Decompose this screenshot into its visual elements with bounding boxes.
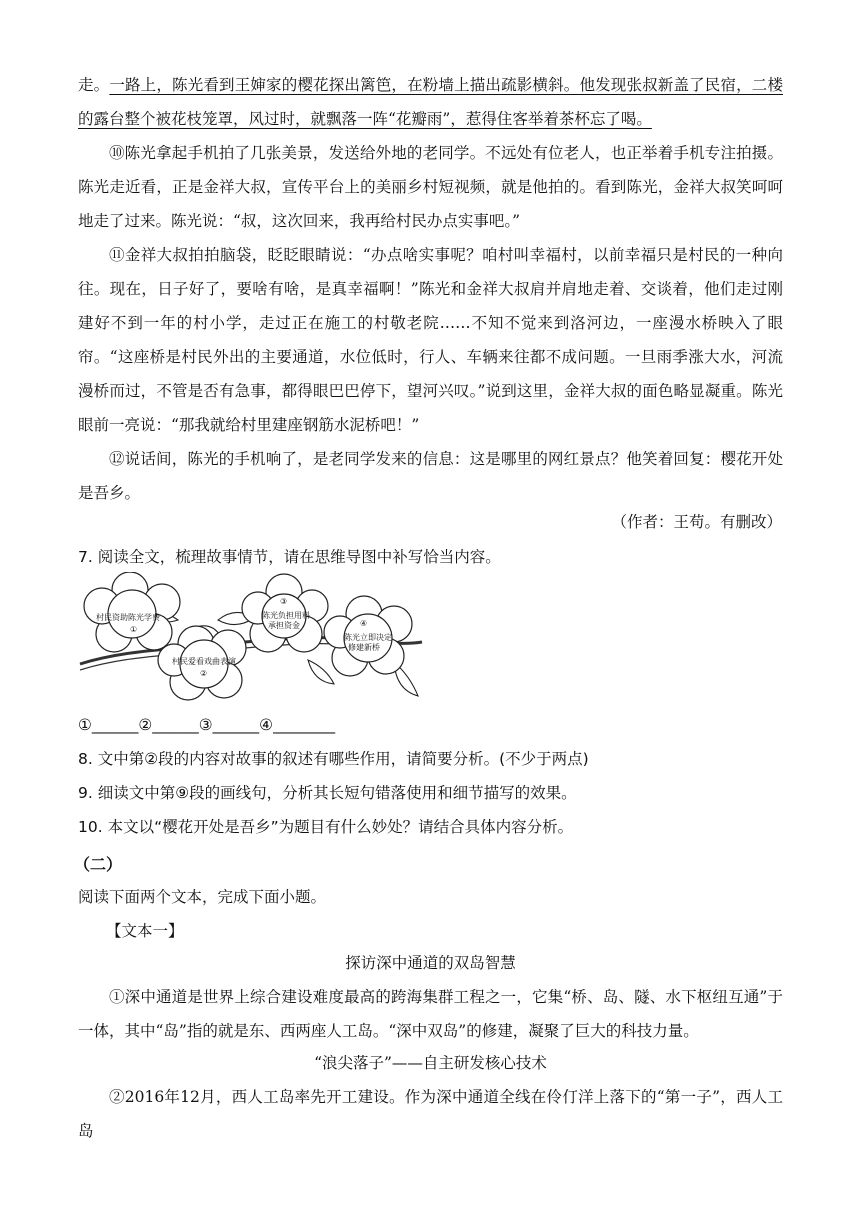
- flower-1-label: 村民资助陈光学费: [96, 613, 160, 622]
- paragraph-11: ⑪金祥大叔拍拍脑袋，眨眨眼睛说：“办点啥实事呢？咱村叫幸福村，以前幸福只是村民的一种向往。现在，日子好了，要啥有啥，是真幸福啊！”陈光和金祥大叔肩并肩地走着、交谈着，他们走过刚建好不到一年的村小学，走过正在施工的村敬老院……不知不觉来到洛河边，一座漫水桥映入了眼帘。“这座桥是村民外出的主要通道，水位低时，行人、车辆来往都不成问题。一旦雨季涨大水，河流漫桥而过，不管是否有急事，都得眼巴巴停下，望河兴叹。”说到这里，金祥大叔的面色略显凝重。陈光眼前一亮说：“那我就给村里建座钢筋水泥桥吧！”: [78, 246, 783, 434]
- paragraph-9-tail: [78, 68, 783, 136]
- flower-3: [242, 574, 328, 652]
- underlined-sentence: 一路上，陈光看到王婶家的樱花探出篱笆，在粉墙上描出疏影横斜。他发现张叔新盖了民宿，二楼的露台整个被花枝笼罩，风过时，就飘落一阵“花瓣雨”，惹得住客举着茶杯忘了喝。: [78, 76, 783, 128]
- article-title: 探访深中通道的双岛智慧: [345, 954, 516, 972]
- flower-4-label-1: 陈光立即决定: [344, 633, 392, 642]
- para9-start: 走。: [78, 76, 110, 94]
- article-paragraph-1: ①深中通道是世界上综合建设难度最高的跨海集群工程之一，它集“桥、岛、隧、水下枢纽互通”于一体，其中“岛”指的就是东、西两座人工岛。“深中双岛”的修建，凝聚了巨大的科技力量。: [78, 988, 783, 1040]
- flower-4-number: ④: [360, 619, 368, 628]
- part2-intro: 阅读下面两个文本，完成下面小题。: [78, 888, 327, 906]
- answer-blanks: ①______②______③______④________: [78, 716, 336, 734]
- mindmap-diagram: [78, 572, 424, 706]
- section-heading: （二）: [74, 855, 123, 874]
- flower-4: [324, 596, 412, 676]
- question-8: 8. 文中第②段的内容对故事的叙述有哪些作用，请简要分析。(不少于两点): [78, 750, 589, 768]
- text1-label: 【文本一】: [106, 922, 184, 940]
- flower-1-number: ①: [130, 625, 138, 634]
- flower-3-label-1: 陈光负担用料: [262, 611, 310, 620]
- flower-3-label-2: 承担资金: [268, 621, 300, 630]
- question-10: 10. 本文以“樱花开处是吾乡”为题目有什么妙处？请结合具体内容分析。: [78, 818, 574, 836]
- author-note: （作者：王苟。有删改）: [611, 513, 782, 531]
- article-paragraph-2: ②2016年12月，西人工岛率先开工建设。作为深中通道全线在伶仃洋上落下的“第一子”，西人工岛: [78, 1088, 783, 1140]
- paragraph-10: ⑩陈光拿起手机拍了几张美景，发送给外地的老同学。不远处有位老人，也正举着手机专注拍摄。陈光走近看，正是金祥大叔，宣传平台上的美丽乡村短视频，就是他拍的。看到陈光，金祥大叔笑呵呵地走了过来。陈光说：“叔，这次回来，我再给村民办点实事吧。”: [78, 144, 783, 230]
- flower-3-number: ③: [280, 597, 288, 606]
- flower-2-number: ②: [200, 669, 208, 678]
- paragraph-12: ⑫说话间，陈光的手机响了，是老同学发来的信息：这是哪里的网红景点？他笑着回复：樱花开处是吾乡。: [78, 450, 783, 502]
- question-9: 9. 细读文中第⑨段的画线句，分析其长短句错落使用和细节描写的效果。: [78, 784, 577, 802]
- article-subtitle: “浪尖落子”——自主研发核心技术: [314, 1054, 547, 1072]
- flower-2-label: 村民爱看戏曲表演: [172, 657, 236, 666]
- flower-4-label-2: 修建新桥: [348, 643, 380, 652]
- flower-1: [84, 572, 180, 652]
- question-7: 7. 阅读全文，梳理故事情节，请在思维导图中补写恰当内容。: [78, 548, 501, 566]
